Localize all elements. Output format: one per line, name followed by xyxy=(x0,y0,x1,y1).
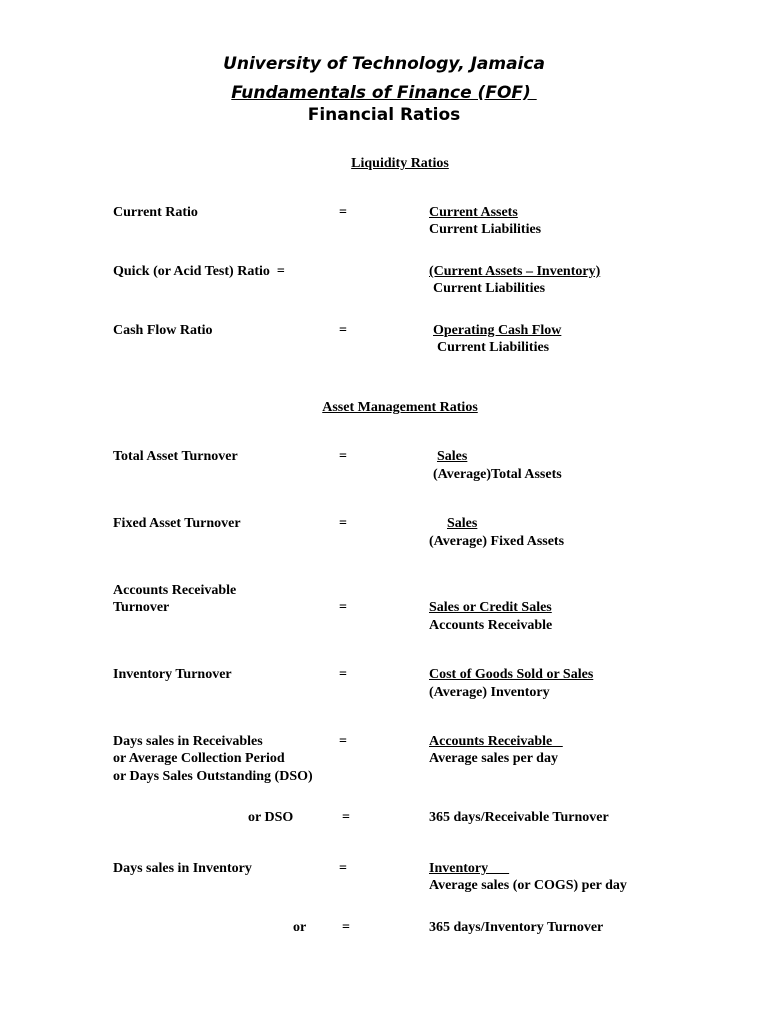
dsi-alt-formula: 365 days/Inventory Turnover xyxy=(429,920,604,935)
quick-ratio-numerator: (Current Assets – Inventory) xyxy=(429,264,601,279)
fixed-asset-turnover-label: Fixed Asset Turnover xyxy=(113,516,241,531)
dso-alt-label: or DSO xyxy=(248,810,294,825)
ar-turnover-label-line1: Accounts Receivable xyxy=(113,583,237,598)
section-heading-liquidity: Liquidity Ratios xyxy=(351,156,449,171)
cash-flow-ratio-equals: = xyxy=(339,323,347,338)
current-ratio-denominator: Current Liabilities xyxy=(429,222,542,237)
total-asset-turnover-numerator: Sales xyxy=(437,449,468,464)
ar-turnover-numerator: Sales or Credit Sales xyxy=(429,600,552,615)
ar-turnover-equals: = xyxy=(339,600,347,615)
fixed-asset-turnover-equals: = xyxy=(339,516,347,531)
days-sales-inventory-equals: = xyxy=(339,861,347,876)
course-title-text: Fundamentals of Finance (FOF) xyxy=(231,83,537,103)
total-asset-turnover-label: Total Asset Turnover xyxy=(113,449,238,464)
section-heading-asset-management: Asset Management Ratios xyxy=(322,400,478,415)
fixed-asset-turnover-denominator: (Average) Fixed Assets xyxy=(429,534,565,549)
days-sales-receivables-label-line1: Days sales in Receivables xyxy=(113,734,263,749)
dso-alt-equals: = xyxy=(342,810,350,825)
fixed-asset-turnover-numerator: Sales xyxy=(447,516,478,531)
inventory-turnover-denominator: (Average) Inventory xyxy=(429,685,550,700)
dso-alt-formula: 365 days/Receivable Turnover xyxy=(429,810,609,825)
current-ratio-numerator: Current Assets xyxy=(429,205,518,220)
days-sales-receivables-denominator: Average sales per day xyxy=(429,751,558,766)
cash-flow-ratio-label: Cash Flow Ratio xyxy=(113,323,213,338)
days-sales-inventory-denominator: Average sales (or COGS) per day xyxy=(429,878,627,893)
university-title: University of Technology, Jamaica xyxy=(223,54,545,74)
quick-ratio-denominator: Current Liabilities xyxy=(433,281,546,296)
ar-turnover-denominator: Accounts Receivable xyxy=(429,618,553,633)
days-sales-receivables-label-line2: or Average Collection Period xyxy=(113,751,285,766)
current-ratio-equals: = xyxy=(339,205,347,220)
page-title: Financial Ratios xyxy=(307,105,461,125)
ar-turnover-label-line2: Turnover xyxy=(113,600,170,615)
total-asset-turnover-denominator: (Average)Total Assets xyxy=(433,467,562,482)
quick-ratio-label: Quick (or Acid Test) Ratio = xyxy=(113,264,285,279)
current-ratio-label: Current Ratio xyxy=(113,205,198,220)
inventory-turnover-equals: = xyxy=(339,667,347,682)
dsi-alt-equals: = xyxy=(342,920,350,935)
total-asset-turnover-equals: = xyxy=(339,449,347,464)
cash-flow-ratio-denominator: Current Liabilities xyxy=(437,340,550,355)
days-sales-inventory-numerator: Inventory xyxy=(429,861,510,876)
days-sales-receivables-label-line3: or Days Sales Outstanding (DSO) xyxy=(113,769,313,784)
inventory-turnover-numerator: Cost of Goods Sold or Sales xyxy=(429,667,594,682)
dsi-alt-label: or xyxy=(293,920,307,935)
cash-flow-ratio-numerator: Operating Cash Flow xyxy=(433,323,562,338)
days-sales-receivables-equals: = xyxy=(339,734,347,749)
days-sales-inventory-label: Days sales in Inventory xyxy=(113,861,252,876)
days-sales-receivables-numerator: Accounts Receivable xyxy=(429,734,563,749)
course-title xyxy=(0,83,768,103)
inventory-turnover-label: Inventory Turnover xyxy=(113,667,232,682)
